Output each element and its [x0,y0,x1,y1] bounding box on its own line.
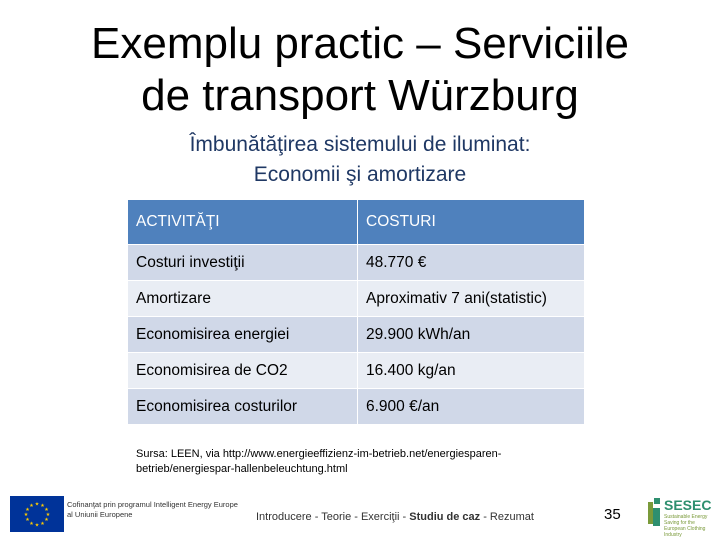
slide-title [0,18,720,122]
table-cell-cost: 6.900 €/an [358,389,585,425]
svg-text:★: ★ [23,512,29,518]
nav-active-section: Studiu de caz [409,511,481,523]
slide-subtitle-line1: Îmbunătăţirea sistemului de iluminat: [189,133,531,156]
table-cell-cost: 48.770 € [358,245,585,281]
cofinancing-line1: Cofinanţat prin programul Intelligent Energy Europe [67,500,238,509]
table-header-row [128,200,585,245]
svg-text:★: ★ [25,507,30,513]
slide-subtitle [0,130,720,190]
table-cell-activity: Economisirea de CO2 [128,353,358,389]
logo-tagline: Sustainable Energy Saving for the European Clothing Industry [664,514,708,538]
source-line1: Sursa: LEEN, via http://www.energieeffizienz-im-betrieb.net/energiesparen- [136,448,502,460]
table-cell-cost: 29.900 kWh/an [358,317,585,353]
table-cell-cost: Aproximativ 7 ani(statistic) [358,281,585,317]
table-cell-activity: Amortizare [128,281,358,317]
savings-table [127,199,585,425]
table-row [128,389,585,425]
nav-before: Introducere - Teorie - Exerciţii - [256,511,410,523]
table-cell-activity: Economisirea costurilor [128,389,358,425]
cofinancing-line2: al Uniunii Europene [67,510,133,519]
section-nav [256,511,534,523]
slide-subtitle-line2: Economii şi amortizare [253,163,467,186]
svg-text:★: ★ [40,521,45,527]
source-line2: betrieb/energiespar-hallenbeleuchtung.html [136,463,348,475]
table-row [128,245,585,281]
table-row [128,281,585,317]
slide-title-line2: de transport Würzburg [141,71,579,120]
svg-text:★: ★ [34,501,40,508]
svg-text:★: ★ [29,503,34,509]
nav-after: - Rezumat [480,511,534,523]
table-row [128,317,585,353]
table-cell-activity: Costuri investiţii [128,245,358,281]
logo-name: SESEC [664,497,712,513]
svg-text:★: ★ [40,503,45,509]
slide-footer [0,492,720,540]
page-number: 35 [604,506,621,523]
header-costuri: COSTURI [358,200,585,245]
svg-text:★: ★ [45,512,51,518]
svg-text:★: ★ [44,507,49,513]
slide-title-line1: Exemplu practic – Serviciile [91,19,629,68]
header-activitati: ACTIVITĂŢI [128,200,358,245]
table-cell-cost: 16.400 kg/an [358,353,585,389]
svg-text:★: ★ [44,517,49,523]
sesec-logo-icon [646,494,716,536]
svg-text:★: ★ [34,522,40,529]
source-note [136,447,556,477]
svg-text:★: ★ [25,517,30,523]
table-cell-activity: Economisirea energiei [128,317,358,353]
table-row [128,353,585,389]
cofinancing-note [67,500,238,520]
svg-text:★: ★ [29,521,34,527]
eu-flag-icon [10,496,64,532]
